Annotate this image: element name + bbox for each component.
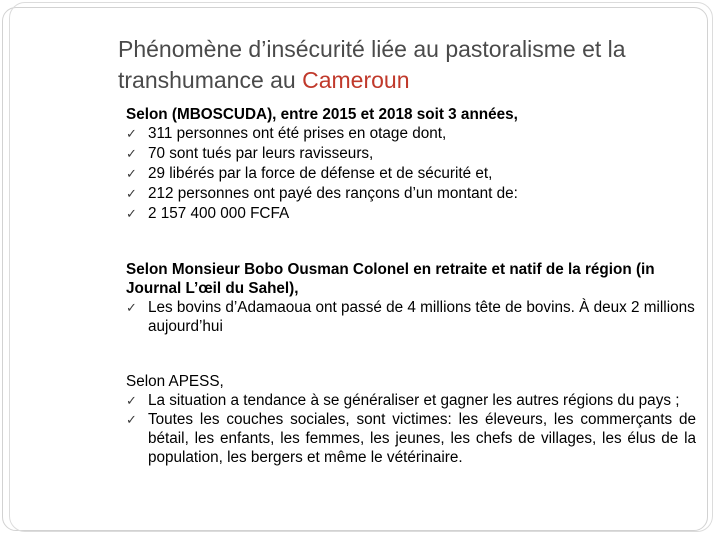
list-item <box>126 410 696 467</box>
checkmark-icon: ✓ <box>126 126 137 141</box>
bullet-list <box>126 298 696 336</box>
checkmark-icon: ✓ <box>126 146 137 161</box>
list-item-text: 70 sont tués par leurs ravisseurs, <box>148 145 374 162</box>
list-item-text: 311 personnes ont été prises en otage dont, <box>148 125 447 142</box>
slide-title <box>118 34 698 96</box>
checkmark-icon: ✓ <box>126 300 137 315</box>
list-item <box>126 298 696 336</box>
list-item-text: La situation a tendance à se généraliser et gagner les autres régions du pays ; <box>148 392 680 409</box>
list-item-text: 212 personnes ont payé des rançons d’un montant de: <box>148 185 518 202</box>
list-item <box>126 184 696 204</box>
list-item <box>126 124 696 144</box>
bullet-list <box>126 124 696 224</box>
checkmark-icon: ✓ <box>126 412 137 427</box>
list-item-text: Toutes les couches sociales, sont victimes: les éleveurs, les commerçants de bétail, les enfants, les femmes, les jeunes, les chefs de villages, les élus de la population, les bergers et même le vétérinaire. <box>148 411 696 466</box>
list-item <box>126 144 696 164</box>
checkmark-icon: ✓ <box>126 166 137 181</box>
list-item-text: 2 157 400 000 FCFA <box>148 205 290 222</box>
checkmark-icon: ✓ <box>126 186 137 201</box>
list-item-text: Les bovins d’Adamaoua ont passé de 4 millions tête de bovins. À deux 2 millions aujourd’hui <box>148 299 695 335</box>
checkmark-icon: ✓ <box>126 393 137 408</box>
section-colonel <box>126 260 696 336</box>
section-heading: Selon APESS, <box>126 373 224 390</box>
checkmark-icon: ✓ <box>126 206 137 221</box>
list-item-text: 29 libérés par la force de défense et de sécurité et, <box>148 165 493 182</box>
title-accent: Cameroun <box>302 67 410 93</box>
slide-content <box>126 105 696 467</box>
list-item <box>126 391 696 410</box>
list-item <box>126 164 696 184</box>
section-heading: Selon Monsieur Bobo Ousman Colonel en retraite et natif de la région (in Journal L’œil du Sahel), <box>126 261 655 297</box>
bullet-list <box>126 391 696 467</box>
section-heading: Selon (MBOSCUDA), entre 2015 et 2018 soit 3 années, <box>126 106 518 123</box>
section-mboscuda <box>126 105 696 224</box>
title-text: Phénomène d’insécurité liée au pastoralisme et la transhumance au <box>118 36 626 93</box>
list-item <box>126 204 696 224</box>
section-apess <box>126 372 696 467</box>
